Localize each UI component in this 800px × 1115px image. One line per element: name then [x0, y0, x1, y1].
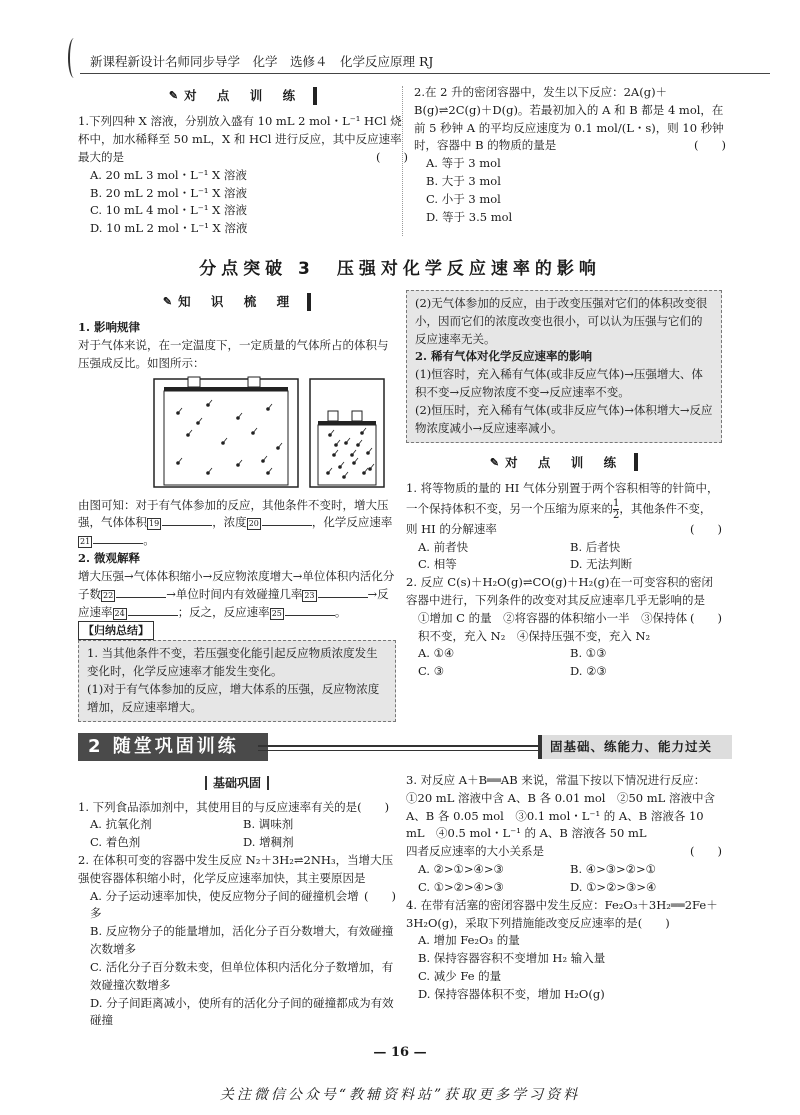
- column-divider: [402, 86, 403, 236]
- option: A. 等于 3 mol: [426, 156, 501, 171]
- molecule-motion-arrow: [178, 408, 182, 413]
- options-row: A. ①④ B. ①③: [418, 646, 607, 661]
- molecule-motion-arrow: [253, 428, 257, 433]
- options-row: A. 抗氧化剂 B. 调味剂: [90, 817, 294, 832]
- pressure-diagram: [78, 373, 396, 491]
- molecule-motion-arrow: [238, 460, 242, 465]
- blank-number: 24: [114, 608, 125, 618]
- summary-box: 1. 当其他条件不变，若压强变化能引起反应物质浓度发生变化时，化学反应速率才能发生变化。 (1)对于有气体参加的反应，增大体系的压强，反应物浓度增加，反应速率增大。: [78, 640, 396, 721]
- answer-blank: [262, 525, 312, 526]
- option: A. 20 mL 3 mol・L⁻¹ X 溶液: [90, 167, 247, 182]
- summary-tag: 【归纳总结】: [78, 621, 396, 640]
- paragraph: 由图可知：对于有气体参加的反应，其他条件不变时，增大压强，气体体积 19 ，浓度 20 ，化学反应速率21 。: [78, 497, 393, 548]
- molecule-motion-arrow: [238, 413, 242, 418]
- molecule-motion-arrow: [208, 400, 212, 405]
- question-2: 2. 反应 C(s)＋H₂O(g)⇌CO(g)＋H₂(g)在一可变容积的密闭容器中进行，下列条件的改变对其反应速率几乎无影响的是 ( ): [406, 575, 722, 625]
- molecule-motion-arrow: [178, 458, 182, 463]
- question-3: 3. 对反应 A＋B══AB 来说，常温下按以下情况进行反应：①20 mL 溶液中含 A、B 各 0.01 mol ②50 mL 溶液中含 A、B 各 0.05 mol ③0.1 mol・L⁻¹ 的 A、B 溶液各 10 mL ④0.5 mol・L⁻¹ 的 A、B 溶液各 50 mL: [406, 773, 715, 841]
- molecule-motion-arrow: [340, 462, 344, 467]
- option: B. 20 mL 2 mol・L⁻¹ X 溶液: [90, 185, 248, 200]
- molecule-motion-arrow: [268, 404, 272, 409]
- options-row: C. ①>②>④>③ D. ①>②>③>④: [418, 879, 657, 894]
- header-bracket: [68, 38, 80, 78]
- option: D. 等于 3.5 mol: [426, 209, 513, 224]
- answer-blank: [285, 615, 335, 616]
- answer-blank: [93, 543, 143, 544]
- molecule-motion-arrow: [263, 456, 267, 461]
- option: B. 保持容器容积不变增加 H₂ 输入量: [418, 951, 606, 966]
- question-1: 1. 下列食品添加剂中，其使用目的与反应速率有关的是( ): [78, 799, 390, 814]
- knowledge-heading: ✎ 知 识 梳 理: [78, 292, 396, 311]
- molecule-motion-arrow: [344, 472, 348, 477]
- summary-box-continued: (2)无气体参加的反应，由于改变压强对它们的体积改变很小，因而它们的浓度改变也很小，可以认为压强与它们的反应速率无关。 2. 稀有气体对化学反应速率的影响 (1)恒容时，充入稀有气体(或非反应气体)→压强增大、体积不变→反应物浓度不变→反应速率不变。 (2)恒压时，充入稀有气体(或非反应气体)→体积增大→反应物浓度减小→反应速率减小。: [406, 290, 722, 443]
- banner-rule: [258, 750, 538, 751]
- top-right-column: [414, 84, 726, 227]
- option: D. 保持容器体积不变，增加 H₂O(g): [418, 986, 605, 1001]
- fraction: $\frac{1}{2}$: [613, 497, 620, 521]
- molecule-motion-arrow: [268, 468, 272, 473]
- gas-molecules: [176, 400, 374, 479]
- large-container: [154, 377, 298, 487]
- heading-bar: [634, 453, 638, 471]
- running-header: 新课程新设计名师同步导学 化学 选修４ 化学反应原理 RJ: [90, 54, 434, 69]
- molecule-motion-arrow: [336, 440, 340, 445]
- blank-number: 23: [304, 590, 315, 600]
- knowledge-right-column: [406, 290, 722, 681]
- heading-bar: [313, 87, 317, 105]
- pen-icon: ✎: [489, 455, 500, 469]
- options-row: C. 着色剂 D. 增稠剂: [90, 835, 294, 850]
- top-left-column: [78, 84, 408, 238]
- molecule-motion-arrow: [368, 448, 372, 453]
- practice-heading: ✎ 对 点 训 练: [78, 86, 408, 105]
- option: D. 分子间距离减小，使所有的活化分子间的碰撞都成为有效碰撞: [90, 995, 394, 1028]
- answer-blank: [162, 525, 212, 526]
- banner-rule: [258, 745, 538, 747]
- options-row: C. ③ D. ②③: [418, 664, 607, 679]
- section-banner: [78, 733, 720, 763]
- option: A. 增加 Fe₂O₃ 的量: [418, 933, 520, 948]
- molecule-motion-arrow: [352, 450, 356, 455]
- question-3-prompt: 四者反应速率的大小关系是 ( ): [406, 844, 722, 859]
- options-row: A. ②>①>④>③ B. ④>③>②>①: [418, 862, 656, 877]
- paragraph: 对于气体来说，在一定温度下，一定质量的气体所占的体积与压强成反比。如图所示：: [78, 338, 389, 370]
- molecule-motion-arrow: [278, 443, 282, 448]
- small-container: [310, 379, 384, 487]
- practice-left-column: [78, 772, 396, 1030]
- footer-watermark: 关注微信公众号“教辅资料站”获取更多学习资料: [219, 1087, 581, 1103]
- practice-right-column: [406, 772, 722, 1004]
- option: D. 10 mL 2 mol・L⁻¹ X 溶液: [90, 221, 248, 236]
- header-rule: [80, 73, 770, 74]
- option: C. 减少 Fe 的量: [418, 968, 502, 983]
- banner-subtitle: 固基础、练能力、能力过关: [538, 735, 732, 759]
- option: B. 反应物分子的能量增加，活化分子百分数增大，有效碰撞次数增多: [90, 924, 394, 957]
- question-1: 1. 将等物质的量的 HI 气体分别置于两个容积相等的针筒中，一个保持体积不变，另一个压缩为原来的 $\frac{1}{2}$ ，其他条件不变，则 HI 的分解速率 ( ): [406, 480, 722, 536]
- page-number: — 16 —: [373, 1045, 427, 1060]
- molecule-motion-arrow: [354, 458, 358, 463]
- answer-blank: [128, 615, 178, 616]
- molecule-motion-arrow: [370, 464, 374, 469]
- question-4: 4. 在带有活塞的密闭容器中发生反应：Fe₂O₃＋3H₂══2Fe＋3H₂O(g)，采取下列措施能改变反应速率的是( ): [406, 897, 718, 930]
- option: A. 分子运动速率加快，使反应物分子间的碰撞机会增多: [90, 888, 359, 921]
- question-2: 2.在 2 升的密闭容器中，发生以下反应：2A(g)＋B(g)⇌2C(g)＋D(g)。若最初加入的 A 和 B 都是 4 mol，在前 5 秒钟 A 的平均反应速度为 0.1 mol/(L・s)，则 10 秒钟时，容器中 B 的物质的量是 ( ): [414, 85, 726, 153]
- heading-bar: [307, 293, 311, 311]
- molecule-motion-arrow: [208, 468, 212, 473]
- molecule-motion-arrow: [346, 438, 350, 443]
- practice-heading-2: ✎ 对 点 训 练: [406, 453, 722, 472]
- basic-heading: 基础巩固: [78, 774, 396, 793]
- blank-number: 19: [149, 519, 160, 529]
- option: B. 大于 3 mol: [426, 174, 501, 189]
- molecule-motion-arrow: [364, 468, 368, 473]
- subheading-1: 1. 影响规律: [78, 320, 141, 335]
- blank-number: 25: [271, 608, 282, 618]
- molecule-motion-arrow: [358, 440, 362, 445]
- question-1: 1.下列四种 X 溶液，分别放入盛有 10 mL 2 mol・L⁻¹ HCl 烧杯中，加水稀释至 50 mL，X 和 HCl 进行反应，其中反应速率最大的是 ( ): [78, 114, 408, 164]
- banner-label: 2 随堂巩固训练: [78, 733, 268, 761]
- option: C. 活化分子百分数未变，但单位体积内活化分子数增加，有效碰撞次数增多: [90, 959, 394, 992]
- answer-blank: [318, 597, 368, 598]
- blank-number: 20: [248, 519, 259, 529]
- section-title: 分点突破 3 压强对化学反应速率的影响: [199, 259, 601, 279]
- conditions: ①增加 C 的量 ②将容器的体积缩小一半 ③保持体积不变，充入 N₂ ④保持压强不变，充入 N₂: [418, 610, 688, 643]
- blank-number: 22: [103, 590, 114, 600]
- options-row: C. 相等 D. 无法判断: [418, 557, 633, 572]
- pen-icon: ✎: [168, 89, 179, 103]
- pen-icon: ✎: [162, 295, 173, 309]
- knowledge-column: [78, 290, 396, 722]
- molecule-motion-arrow: [223, 438, 227, 443]
- answer-blank: [116, 597, 166, 598]
- molecule-motion-arrow: [328, 468, 332, 473]
- molecule-motion-arrow: [334, 450, 338, 455]
- blank-number: 21: [80, 537, 91, 547]
- molecule-motion-arrow: [188, 430, 192, 435]
- subheading-2: 2. 微观解释: [78, 551, 141, 566]
- molecule-motion-arrow: [330, 430, 334, 435]
- option: C. 10 mL 4 mol・L⁻¹ X 溶液: [90, 203, 247, 218]
- option: C. 小于 3 mol: [426, 191, 501, 206]
- question-2: 2. 在体积可变的容器中发生反应 N₂＋3H₂⇌2NH₃，当增大压强使容器体积缩小时，化学反应速率加快，其主要原因是 ( ): [78, 853, 396, 903]
- paragraph: 增大压强→气体体积缩小→反应物浓度增大→单位体积内活化分子数 22 →单位时间内有效碰撞几率 23 →反应速率 24 ；反之，反应速率 25 。: [78, 568, 395, 619]
- molecule-motion-arrow: [362, 428, 366, 433]
- molecule-motion-arrow: [198, 418, 202, 423]
- options-row: A. 前者快 B. 后者快: [418, 539, 621, 554]
